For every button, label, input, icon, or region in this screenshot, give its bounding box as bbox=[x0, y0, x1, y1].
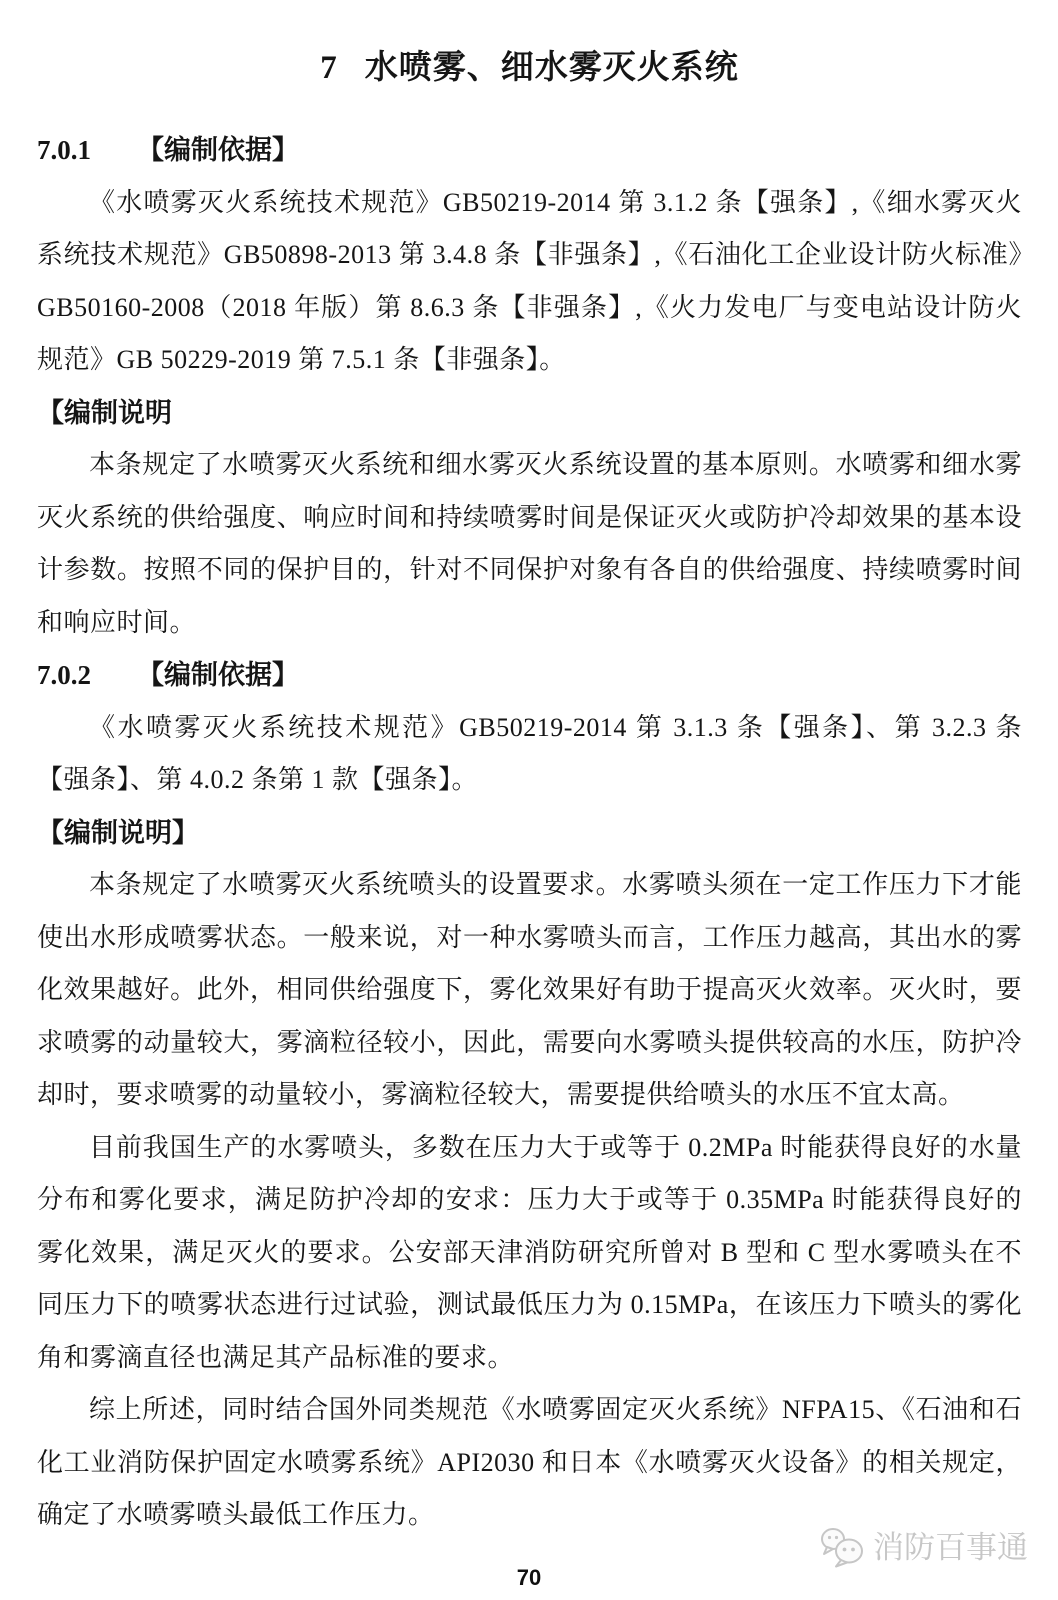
chat-bubbles-icon bbox=[819, 1527, 866, 1568]
compile-note-label: 【编制说明 bbox=[37, 397, 172, 428]
clause-number: 7.0.2 bbox=[37, 660, 91, 690]
paragraph: 《水喷雾灭火系统技术规范》GB50219-2014 第 3.1.3 条【强条】、第 3.2.3 条【强条】、第 4.0.2 条第 1 款【强条】。 bbox=[37, 712, 1022, 794]
paragraph: 本条规定了水喷雾灭火系统喷头的设置要求。水雾喷头须在一定工作压力下才能使出水形成喷雾状态。一般来说，对一种水雾喷头而言，工作压力越高，其出水的雾化效果越好。此外，相同供给强度下，雾化效果好有助于提高灭火效率。灭火时，要求喷雾的动量较大，雾滴粒径较小，因此，需要向水雾喷头提供较高的水压，防护冷却时，要求喷雾的动量较小，雾滴粒径较大，需要提供给喷头的水压不宜太高。 bbox=[37, 870, 1022, 1109]
paragraph: 本条规定了水喷雾灭火系统和细水雾灭火系统设置的基本原则。水喷雾和细水雾灭火系统的供给强度、响应时间和持续喷雾时间是保证灭火或防护冷却效果的基本设计参数。按照不同的保护目的，针对不同保护对象有各自的供给强度、持续喷雾时间和响应时间。 bbox=[37, 450, 1022, 637]
paragraph: 《水喷雾灭火系统技术规范》GB50219-2014 第 3.1.2 条【强条】,《细水雾灭火系统技术规范》GB50898-2013 第 3.4.8 条【非强条】,《石油化工企业设计防火标准》GB50160-2008（2018 年版）第 8.6.3 条【非强条】,《火力发电厂与变电站设计防火规范》GB 50229-2019 第 7.5.1 条【非强条】。 bbox=[37, 187, 1022, 374]
clause-heading bbox=[37, 649, 1022, 702]
watermark bbox=[819, 1527, 1028, 1568]
chapter-title bbox=[37, 42, 1022, 94]
clause-label: 【编制依据】 bbox=[137, 660, 299, 690]
clause-label: 【编制依据】 bbox=[137, 135, 299, 165]
clause-heading bbox=[37, 124, 1022, 177]
chapter-name: 水喷雾、细水雾灭火系统 bbox=[364, 50, 739, 86]
clause-number: 7.0.1 bbox=[37, 135, 91, 165]
chapter-number: 7 bbox=[320, 50, 337, 86]
paragraph: 目前我国生产的水雾喷头，多数在压力大于或等于 0.2MPa 时能获得良好的水量分布和雾化要求，满足防护冷却的安求：压力大于或等于 0.35MPa 时能获得良好的雾化效果，满足灭火的要求。公安部天津消防研究所曾对 B 型和 C 型水雾喷头在不同压力下的喷雾状态进行过试验，测试最低压力为 0.15MPa，在该压力下喷头的雾化角和雾滴直径也满足其产品标准的要求。 bbox=[37, 1132, 1022, 1372]
paragraph: 综上所述，同时结合国外同类规范《水喷雾固定灭火系统》NFPA15、《石油和石化工业消防保护固定水喷雾系统》API2030 和日本《水喷雾灭火设备》的相关规定，确定了水喷雾喷头最低工作压力。 bbox=[37, 1395, 1022, 1529]
compile-note-label: 【编制说明】 bbox=[37, 817, 199, 848]
watermark-text: 消防百事通 bbox=[873, 1530, 1028, 1565]
page-number: 70 bbox=[516, 1565, 542, 1590]
